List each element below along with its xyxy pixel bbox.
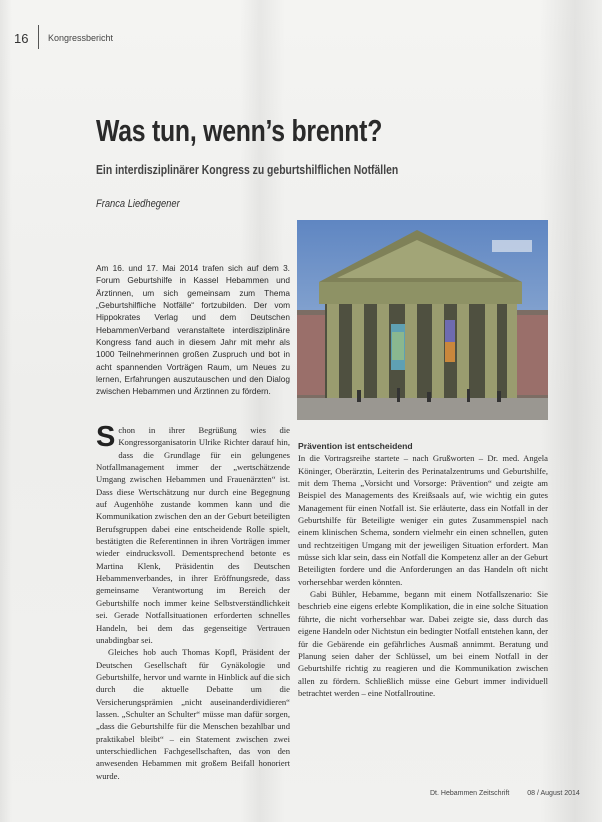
body-paragraph: In die Vortragsreihe startete – nach Grußworten – Dr. med. Angela Köninger, Oberärztin, Leiterin des Perinatalzentrums und Geburtshilfe, mit dem Thema „Vorsicht und Vorsorge: Prävention“ und zeigte am Beispiel des Managements des Kreißsaals auf, wie wichtig ein gutes Management für einen Notfall ist. Sie erläuterte, dass ein Notfall in der Geburtshilfe für Beteiligte weniger ein gutes Zusammenspiel nach einem klinischen Schema, sondern vielmehr ein einen schnellen, guten und rechtzeitigen Umgang mit der jeweiligen Situation erfordert. Man müsse sich klar sein, dass ein Notfall die Kompetenz aller an der Geburt Beteiligten fordere und die Anforderungen an das Handeln oft nicht vorhersehbar werden könnten. [298, 453, 548, 587]
section-label: Kongressbericht [48, 33, 114, 43]
building-photo-icon [297, 220, 548, 420]
intro-paragraph: Am 16. und 17. Mai 2014 trafen sich auf dem 3. Forum Geburtshilfe in Kassel Hebammen und Ärztinnen, um sich gemeinsam zum Thema „Geburtshilfliche Notfälle“ fortzubilden. Der vom Hippokrates Verlag und dem Deutschen HebammenVerband veranstaltete interdisziplinäre Kongress fand auch in diesem Jahr mit mehr als 1000 Teilnehmerinnen großen Zuspruch und bot in acht spannenden Vorträgen Raum, um Neues zu lernen, Erfahrungen auszutauschen und den Dialog zwischen Hebammen und Ärztinnen zu fördern. [96, 263, 290, 397]
article-subtitle: Ein interdisziplinärer Kongress zu geburtshilflichen Notfällen [96, 162, 399, 177]
section-heading: Prävention ist entscheidend [298, 441, 413, 451]
journal-name: Dt. Hebammen Zeitschrift [430, 790, 510, 797]
article-title: Was tun, wenn’s brennt? [96, 113, 383, 148]
article-author: Franca Liedhegener [96, 198, 180, 210]
issue-date: 08 / August 2014 [527, 790, 580, 797]
body-paragraph: Gleiches hob auch Thomas Kopfl, Präsident der Deutschen Gesellschaft für Gynäkologie und Geburtshilfe, hervor und warnte in Hinblick auf die sich durch die aktuelle Debatte um die Versicherungsprämien „nicht auseinanderdividieren“ lassen. „Schulter an Schulter“ müsse man dafür sorgen, „dass die Geburtshilfe für die Menschen bezahlbar und praktikabel bleibt“ – ein Statement zwischen zwei unterschiedlichen Fachgesellschaften, das von den anwesenden Hebammen mit großem Beifall honoriert wurde. [96, 647, 290, 781]
building-photo [297, 220, 548, 420]
body-paragraph [96, 421, 290, 646]
article-right-column [298, 440, 548, 699]
article-left-column [96, 421, 290, 782]
article-intro [96, 262, 290, 398]
footer [430, 790, 580, 797]
body-paragraph: Gabi Bühler, Hebamme, begann mit einem Notfallszenario: Sie beschrieb eine eigens erlebte Komplikation, die in eine solche Situation führte, die nicht vorhersehbar war. Dabei zeigte sie, dass durch das eigene Handeln oder Nichtstun ein bedingter Notfall entstehen kann, der für die Gebärende ein gefährliches Ausmaß annimmt. Beratung und Planung seien daher der Schlüssel, um bei einem Notfall in der Geburtshilfe richtig zu reagieren und die Kommunikation zwischen allen zu fördern. Schließlich müsse eine Geburt immer individuell betrachtet werden – eine Notfallroutine. [298, 589, 548, 698]
drop-cap: S [96, 421, 116, 453]
body-text: chon in ihrer Begrüßung wies die Kongressorganisatorin Ulrike Richter darauf hin, dass die Grundlage für ein gelungenes Notfallmanagement immer der „wertschätzende Umgang zwischen Hebammen und Frauenärzten“ ist. Dass diese Wertschätzung nur durch eine Begegnung auf Augenhöhe zustande kommen kann und die Kommunikation zwischen den an der Geburt beteiligten Berufsgruppen dabei eine entscheidende Rolle spielt, bestätigten die Referentinnen in ihren Vorträgen immer wieder eindrucksvoll. Dementsprechend betonte es Martina Klenk, Präsidentin des Deutschen Hebammenverbandes, in ihrer Eröffnungsrede, dass gemeinsame Verantwortung im Bereich der Geburtshilfe noch immer keine Selbstverständlichkeit sei. Gerade Notfallsituationen erforderten schnelles Handeln, bei dem das gegenseitige Vertrauen unabdingbar sei. [96, 425, 290, 645]
header-divider [38, 25, 39, 49]
page-number: 16 [14, 31, 29, 46]
